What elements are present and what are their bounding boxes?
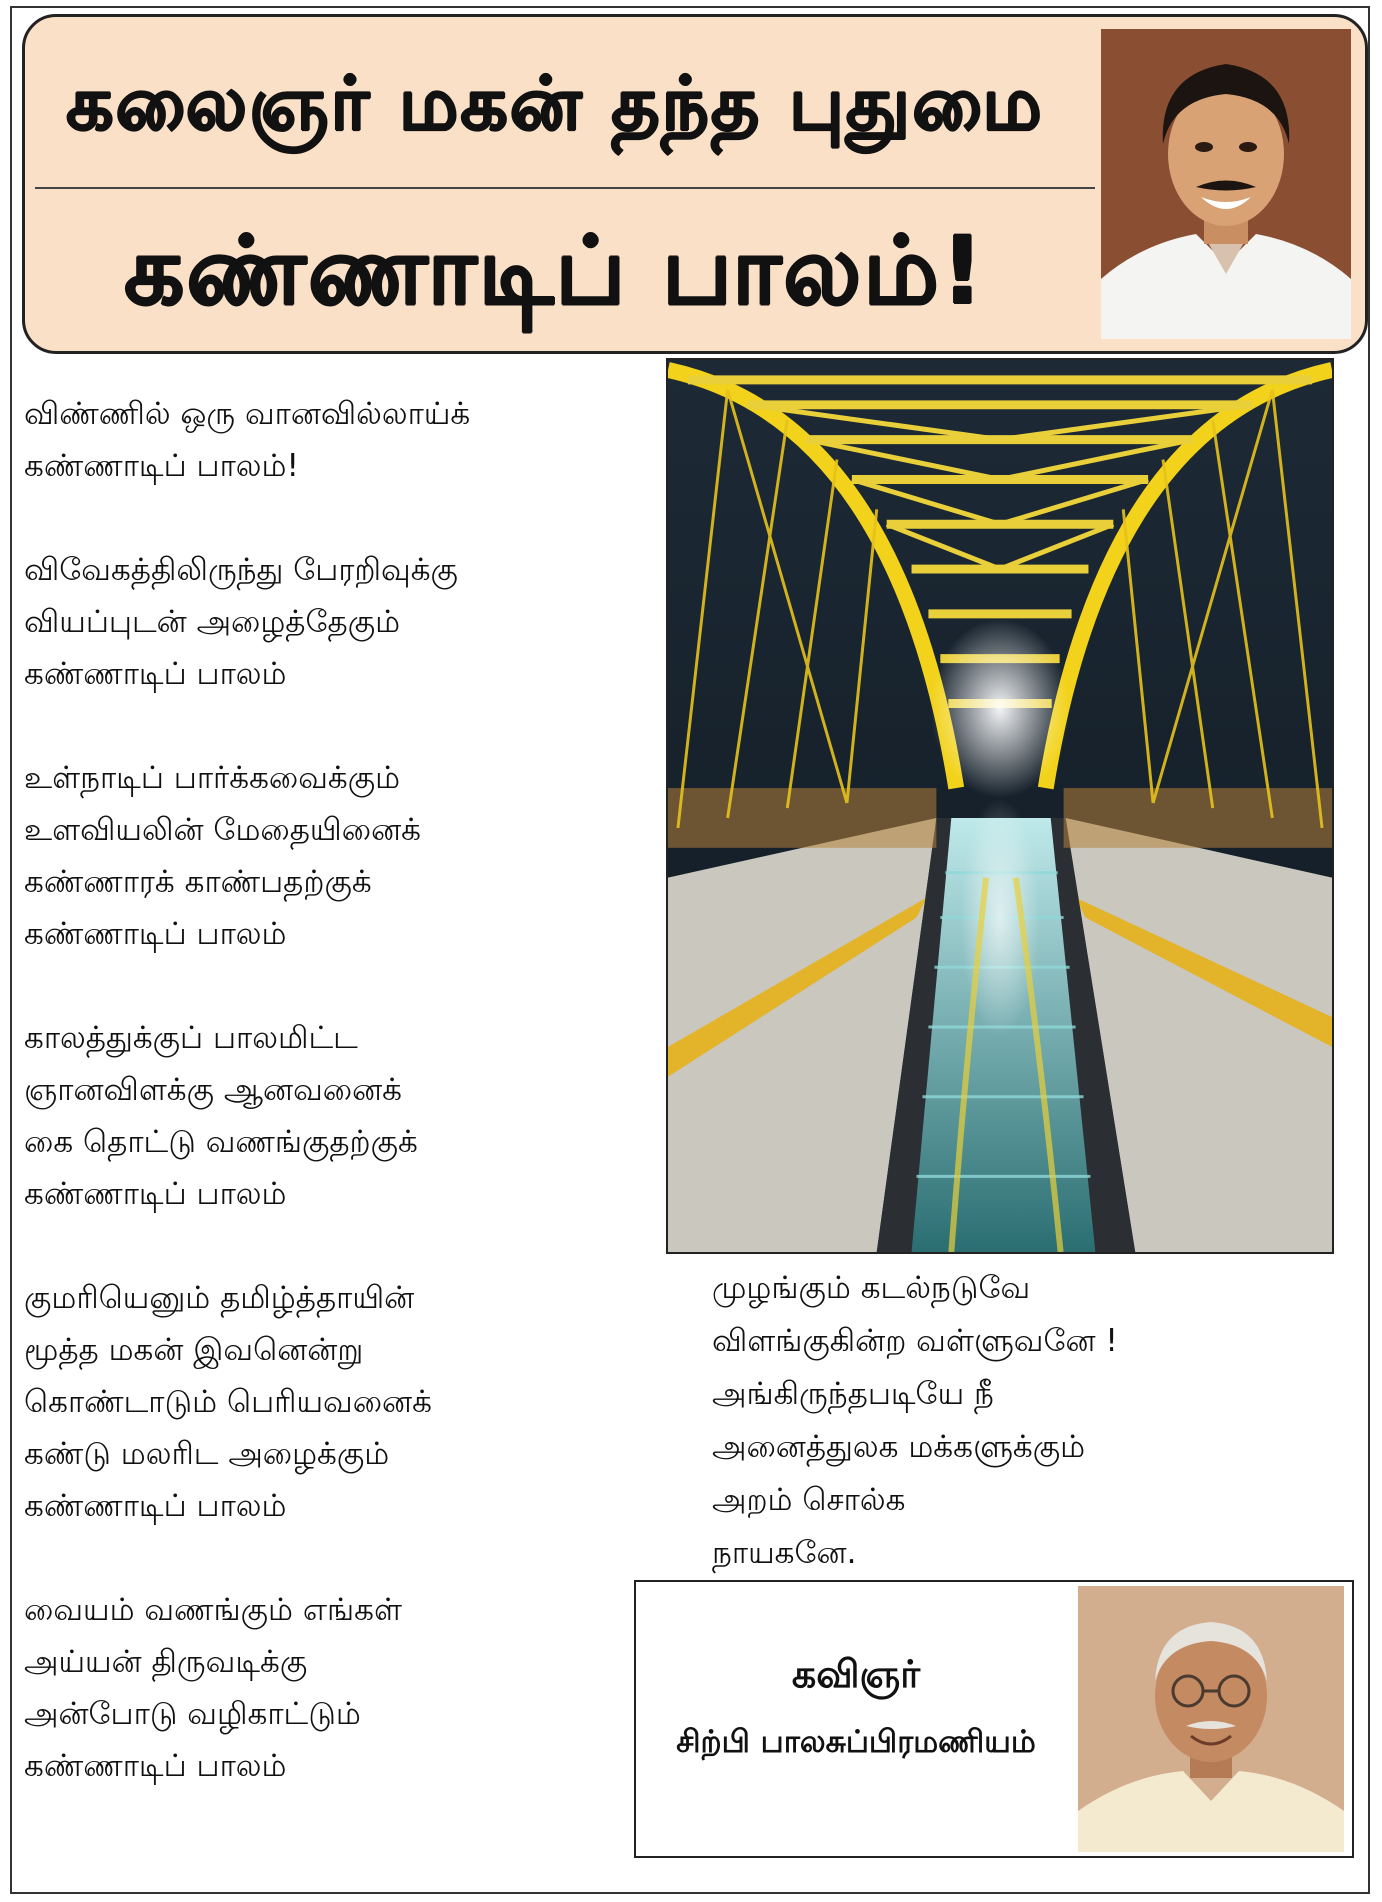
stanza: [24, 752, 634, 960]
poem-line: விவேகத்திலிருந்து பேரறிவுக்கு: [24, 552, 458, 588]
poem-line: அறம் சொல்க: [712, 1482, 906, 1518]
poem-line: விளங்குகின்ற வள்ளுவனே !: [712, 1323, 1118, 1359]
poem-line: கண்ணாடிப் பாலம்!: [24, 448, 299, 484]
stanza: [24, 388, 634, 492]
glass-bridge-photo: [666, 358, 1334, 1254]
credit-title: கவிஞர்: [791, 1652, 921, 1696]
stanza: [24, 1584, 634, 1792]
poem-line: கண்ணாடிப் பாலம்: [24, 1488, 287, 1524]
poem-line: கண்ணாடிப் பாலம்: [24, 1748, 287, 1784]
poem-line: கை தொட்டு வணங்குதற்குக்: [24, 1124, 418, 1160]
banner-divider: [35, 187, 1095, 189]
poem-right-column: [712, 1262, 1272, 1580]
poem-line: நாயகனே.: [712, 1535, 857, 1571]
stanza: [24, 544, 634, 700]
stanza: [24, 1012, 634, 1220]
poem-line: முழங்கும் கடல்நடுவே: [712, 1270, 1031, 1306]
poem-line: கண்ணாரக் காண்பதற்குக்: [24, 864, 372, 900]
poem-line: கண்ணாடிப் பாலம்: [24, 656, 287, 692]
poet-credit-box: [634, 1580, 1354, 1858]
poet-portrait-image: [1078, 1586, 1344, 1852]
portrait-top-image: [1101, 29, 1351, 339]
poem-line: விண்ணில் ஒரு வானவில்லாய்க்: [24, 396, 471, 432]
poem-line: கண்டு மலரிட அழைக்கும்: [24, 1436, 390, 1472]
poem-line: வியப்புடன் அழைத்தேகும்: [24, 604, 401, 640]
credit-name: சிற்பி பாலசுப்பிரமணியம்: [676, 1724, 1036, 1760]
stanza: [24, 1272, 634, 1532]
poem-left-column: [24, 388, 634, 1844]
headline-line-2: கண்ணாடிப் பாலம்!: [124, 217, 986, 326]
poem-line: கண்ணாடிப் பாலம்: [24, 916, 287, 952]
poem-line: கொண்டாடும் பெரியவனைக்: [24, 1384, 432, 1420]
poem-line: கண்ணாடிப் பாலம்: [24, 1176, 287, 1212]
poem-line: அன்போடு வழிகாட்டும்: [24, 1696, 361, 1732]
poem-line: அனைத்துலக மக்களுக்கும்: [712, 1429, 1086, 1465]
poem-line: உள்நாடிப் பார்க்கவைக்கும்: [24, 760, 401, 796]
headline-banner: [22, 14, 1368, 354]
poem-line: உளவியலின் மேதையினைக்: [24, 812, 421, 848]
poem-line: காலத்துக்குப் பாலமிட்ட: [24, 1020, 358, 1056]
poem-line: அய்யன் திருவடிக்கு: [24, 1644, 308, 1680]
poem-line: வையம் வணங்கும் எங்கள்: [24, 1592, 402, 1628]
poem-line: மூத்த மகன் இவனென்று: [24, 1332, 364, 1368]
poem-line: அங்கிருந்தபடியே நீ: [712, 1376, 994, 1412]
poem-line: ஞானவிளக்கு ஆனவனைக்: [24, 1072, 403, 1108]
poem-line: குமரியெனும் தமிழ்த்தாயின்: [24, 1280, 415, 1316]
headline-line-1: கலைஞர் மகன் தந்த புதுமை: [66, 61, 1044, 147]
